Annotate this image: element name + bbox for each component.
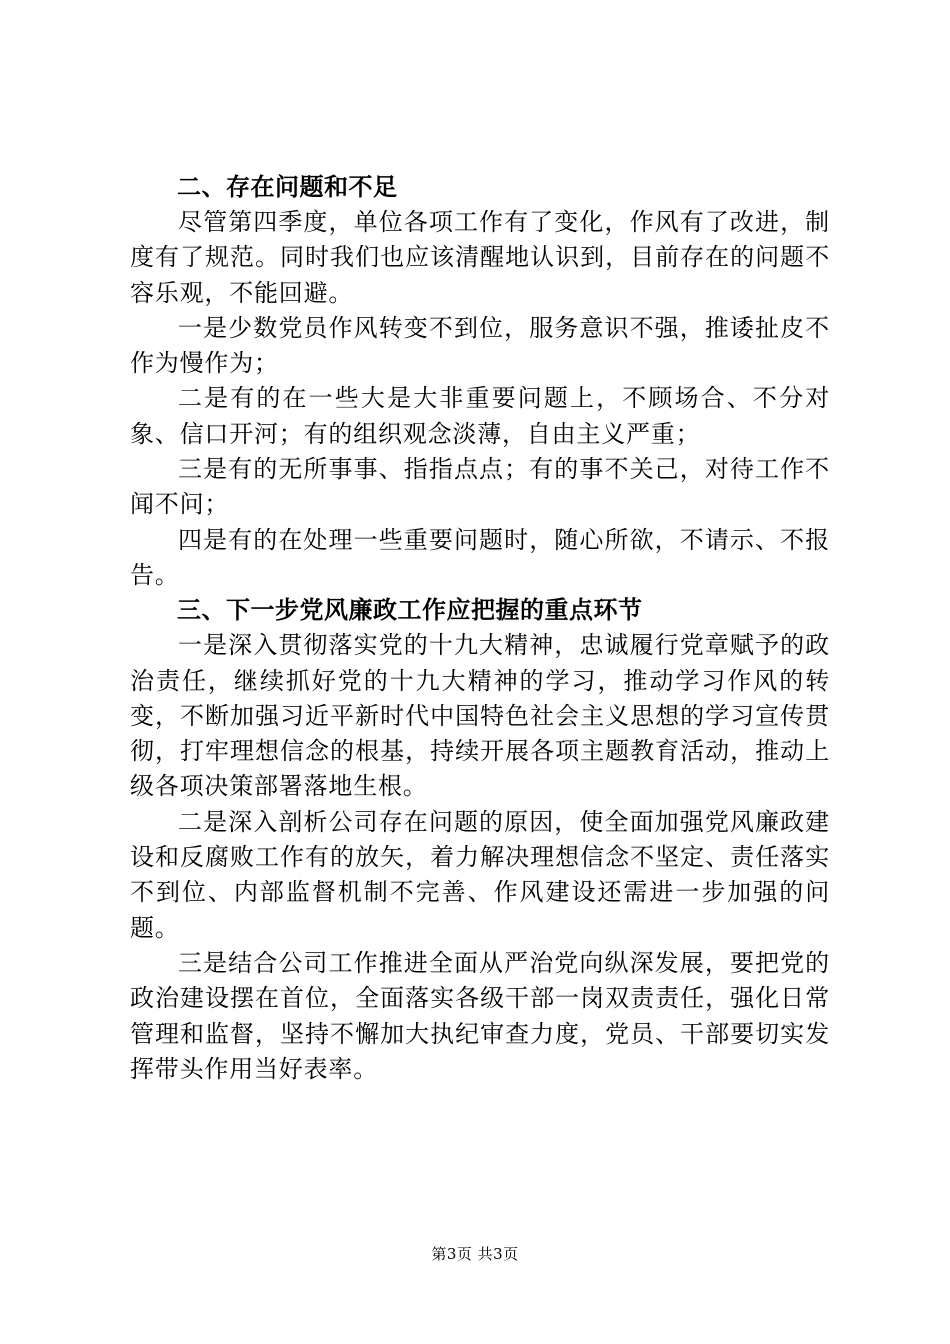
paragraph-problem-3: 三是有的无所事事、指指点点；有的事不关己，对待工作不闻不问； <box>130 455 830 519</box>
document-body <box>130 170 830 1087</box>
section-heading-problems: 二、存在问题和不足 <box>177 173 398 201</box>
paragraph-next-step-1: 一是深入贯彻落实党的十九大精神，忠诚履行党章赋予的政治责任，继续抓好党的十九大精神的学习，推动学习作风的转变，不断加强习近平新时代中国特色社会主义思想的学习宣传贯彻，打牢理想信念的根基，持续开展各项主题教育活动，推动上级各项决策部署落地生根。 <box>130 631 830 801</box>
page-footer: 第3页 共3页 <box>431 1245 519 1263</box>
paragraph-next-step-3: 三是结合公司工作推进全面从严治党向纵深发展，要把党的政治建设摆在首位，全面落实各级干部一岗双责责任，强化日常管理和监督，坚持不懈加大执纪审查力度，党员、干部要切实发挥带头作用当好表率。 <box>130 948 830 1083</box>
paragraph-next-step-2: 二是深入剖析公司存在问题的原因，使全面加强党风廉政建设和反腐败工作有的放矢，着力解决理想信念不坚定、责任落实不到位、内部监督机制不完善、作风建设还需进一步加强的问题。 <box>130 807 830 942</box>
section-heading-next-steps: 三、下一步党风廉政工作应把握的重点环节 <box>177 596 643 625</box>
paragraph-problem-4: 四是有的在处理一些重要问题时，随心所欲，不请示、不报告。 <box>130 525 830 589</box>
paragraph-problems-intro: 尽管第四季度，单位各项工作有了变化，作风有了改进，制度有了规范。同时我们也应该清醒地认识到，目前存在的问题不容乐观，不能回避。 <box>130 208 830 307</box>
paragraph-problem-2: 二是有的在一些大是大非重要问题上，不顾场合、不分对象、信口开河；有的组织观念淡薄，自由主义严重； <box>130 384 830 448</box>
paragraph-problem-1: 一是少数党员作风转变不到位，服务意识不强，推诿扯皮不作为慢作为； <box>130 313 830 378</box>
